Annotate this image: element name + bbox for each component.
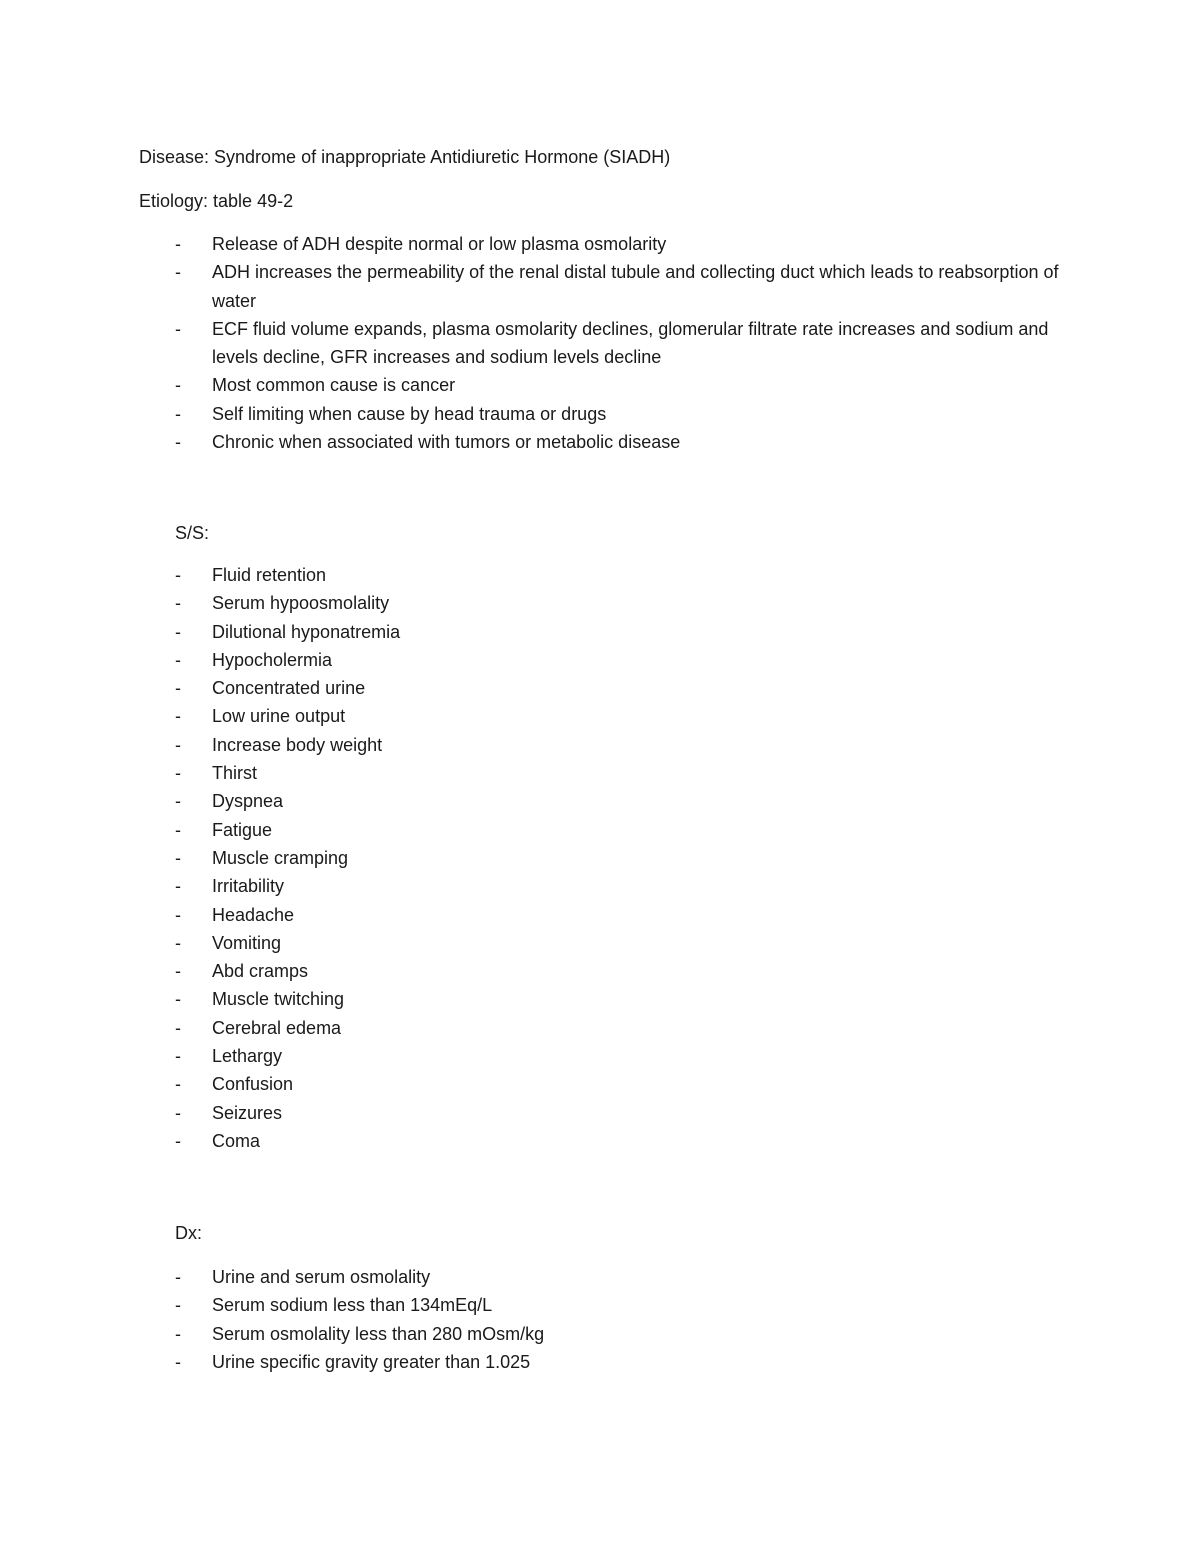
list-item <box>175 759 1075 787</box>
list-item-text: Fatigue <box>212 819 273 840</box>
dash-bullet: - <box>175 763 181 784</box>
list-item-text: Thirst <box>212 763 257 784</box>
dash-bullet: - <box>175 876 181 897</box>
list-item-text: Chronic when associated with tumors or metabolic disease <box>212 432 681 453</box>
dash-bullet: - <box>175 1074 181 1095</box>
list-item <box>175 872 1075 900</box>
list-item-text: Dyspnea <box>212 791 284 812</box>
dash-bullet: - <box>175 847 181 868</box>
list-item <box>175 674 1075 702</box>
list-item <box>175 1127 1075 1155</box>
list-item-text: Confusion <box>212 1074 294 1095</box>
list-item-text: Fluid retention <box>212 565 327 585</box>
dash-bullet: - <box>175 1102 181 1123</box>
list-item <box>175 230 1075 258</box>
list-item-text: Serum osmolality less than 280 mOsm/kg <box>212 1323 545 1344</box>
dash-bullet: - <box>175 1351 181 1372</box>
list-item <box>175 258 1075 315</box>
dash-bullet: - <box>175 1295 181 1316</box>
list-item <box>175 428 1075 456</box>
list-item-text: Lethargy <box>212 1046 283 1067</box>
list-item-text: Urine and serum osmolality <box>212 1267 431 1287</box>
dash-bullet: - <box>175 318 181 339</box>
list-item <box>175 1348 1075 1376</box>
dash-bullet: - <box>175 1323 181 1344</box>
list-item-text: ADH increases the permeability of the renal distal tubule and collecting duct which leads to reabsorption of water <box>212 262 1059 311</box>
list-item <box>175 816 1075 844</box>
dash-bullet: - <box>175 621 181 642</box>
dash-bullet: - <box>175 1130 181 1151</box>
list-item <box>175 787 1075 815</box>
list-item-text: Serum sodium less than 134mEq/L <box>212 1295 493 1316</box>
list-item-text: Low urine output <box>212 706 346 727</box>
list-item-text: Muscle twitching <box>212 989 345 1010</box>
list-item-text: Release of ADH despite normal or low plasma osmolarity <box>212 234 667 254</box>
list-item-text: Hypocholermia <box>212 649 333 670</box>
dash-bullet: - <box>175 1046 181 1067</box>
dash-bullet: - <box>175 593 181 614</box>
list-item-text: Abd cramps <box>212 961 309 982</box>
list-item-text: Cerebral edema <box>212 1017 342 1038</box>
list-item <box>175 646 1075 674</box>
list-item <box>175 315 1075 372</box>
dash-bullet: - <box>175 706 181 727</box>
list-item <box>175 1070 1075 1098</box>
list-item <box>175 702 1075 730</box>
list-item-text: Muscle cramping <box>212 847 349 868</box>
list-item <box>175 1291 1075 1319</box>
list-item <box>175 1320 1075 1348</box>
list-item <box>175 957 1075 985</box>
dash-bullet: - <box>175 649 181 670</box>
list-item-text: Urine specific gravity greater than 1.025 <box>212 1351 531 1372</box>
dx-heading: Dx: <box>175 1223 202 1243</box>
etiology-heading: Etiology: table 49-2 <box>139 191 294 211</box>
list-item <box>175 1263 1075 1291</box>
list-item-text: Dilutional hyponatremia <box>212 621 401 642</box>
dash-bullet: - <box>175 234 181 254</box>
list-item <box>175 1099 1075 1127</box>
list-item <box>175 844 1075 872</box>
dash-bullet: - <box>175 262 181 283</box>
list-item <box>175 901 1075 929</box>
dash-bullet: - <box>175 1267 181 1287</box>
list-item-text: Seizures <box>212 1102 283 1123</box>
list-item <box>175 1014 1075 1042</box>
dash-bullet: - <box>175 565 181 585</box>
list-item <box>175 589 1075 617</box>
dash-bullet: - <box>175 961 181 982</box>
ss-heading: S/S: <box>175 523 210 543</box>
dash-bullet: - <box>175 989 181 1010</box>
dx-list <box>175 1263 1075 1376</box>
list-item-text: Irritability <box>212 876 285 897</box>
list-item <box>175 371 1075 399</box>
dash-bullet: - <box>175 791 181 812</box>
dash-bullet: - <box>175 403 181 424</box>
dash-bullet: - <box>175 678 181 699</box>
list-item <box>175 985 1075 1013</box>
list-item-text: Increase body weight <box>212 734 383 755</box>
dash-bullet: - <box>175 1017 181 1038</box>
disease-title: Disease: Syndrome of inappropriate Antidiuretic Hormone (SIADH) <box>139 147 671 167</box>
dash-bullet: - <box>175 932 181 953</box>
list-item-text: Serum hypoosmolality <box>212 593 390 614</box>
ss-list <box>175 561 1075 1155</box>
list-item <box>175 1042 1075 1070</box>
list-item-text: Self limiting when cause by head trauma or drugs <box>212 403 607 424</box>
list-item <box>175 731 1075 759</box>
dash-bullet: - <box>175 904 181 925</box>
list-item-text: ECF fluid volume expands, plasma osmolarity declines, glomerular filtrate rate increases and sodium and levels decline, GFR increases and sodium levels decline <box>212 318 1049 368</box>
list-item-text: Coma <box>212 1130 261 1151</box>
list-item <box>175 929 1075 957</box>
list-item-text: Vomiting <box>212 932 282 953</box>
etiology-list <box>175 230 1075 456</box>
dash-bullet: - <box>175 734 181 755</box>
list-item <box>175 618 1075 646</box>
list-item-text: Headache <box>212 904 295 925</box>
list-item-text: Concentrated urine <box>212 678 366 699</box>
dash-bullet: - <box>175 375 181 396</box>
list-item <box>175 561 1075 589</box>
list-item <box>175 400 1075 428</box>
dash-bullet: - <box>175 819 181 840</box>
list-item-text: Most common cause is cancer <box>212 375 456 396</box>
dash-bullet: - <box>175 432 181 453</box>
